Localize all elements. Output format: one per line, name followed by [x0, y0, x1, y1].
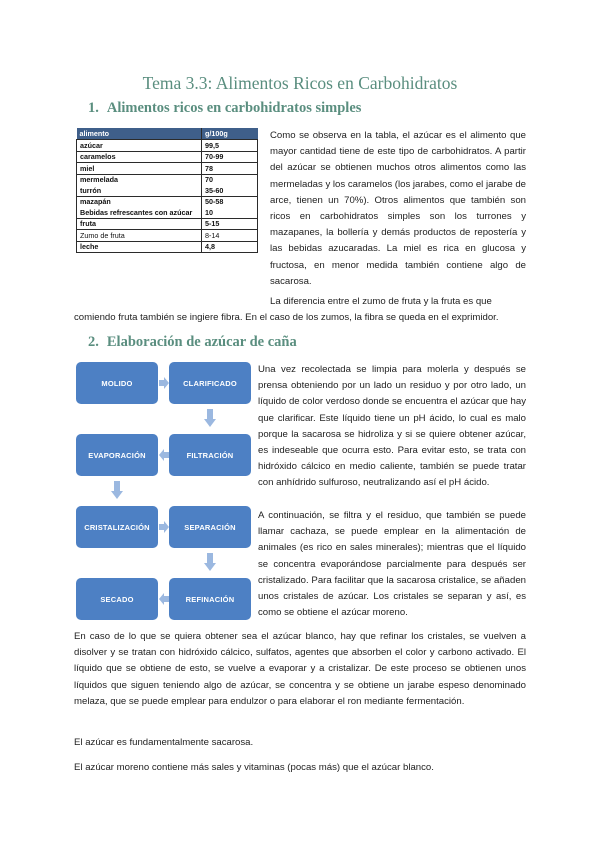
paragraph-fruit-juice-start: La diferencia entre el zumo de fruta y la fruta es que	[270, 296, 492, 307]
section-heading-text: Elaboración de azúcar de caña	[106, 334, 297, 350]
paragraph-sucrose: El azúcar es fundamentalmente sacarosa.	[74, 737, 254, 748]
table-header-cell: g/100g	[202, 128, 258, 140]
step-separacion: SEPARACIÓN	[169, 506, 251, 548]
step-cristalizacion: CRISTALIZACIÓN	[76, 506, 158, 548]
paragraph-table-explanation: Como se observa en la tabla, el azúcar es el alimento que mayor cantidad tiene de este tipo de carbohidratos. A partir del azúcar se obtienen muchos otros alimentos como las mermeladas y los caramelos (los jarabes, como el jarabe de arce, tienen un 70%). Otros alimentos que también son ricos en carbohidratos simples son los turrones y mazapanes, la bollería y demás productos de repostería y las bebidas azucaradas. La miel es rica en glucosa y fructosa, en menor medida también contiene algo de sacarosa.	[270, 130, 526, 287]
table-row	[77, 185, 258, 196]
table-cell: fruta	[77, 218, 202, 230]
table-row	[77, 151, 258, 163]
paragraph-cleaning-process: Una vez recolectada se limpia para molerla y después se prensa obteniendo por un lado un residuo y por otro lado, un líquido de color verdoso donde se encuentra el azúcar que hay que clarificar. Este líquido tiene un pH ácido, lo cual es malo porque la sacarosa se hidroliza y si se quiere obtener azúcar, es indeseable que ocurra esto. Para evitar esto, se trata con hidróxido cálcico en medio caliente, también se puede tratar con anhídrido sulfuroso, neutralizando así el pH ácido.	[258, 364, 526, 489]
carbohydrate-table	[76, 128, 258, 253]
arrow-down-icon	[111, 481, 123, 499]
table-cell: 8-14	[202, 230, 258, 242]
table-header-cell: alimento	[77, 128, 202, 140]
paragraph-filtering-process: A continuación, se filtra y el residuo, que también se puede llamar cachaza, se puede emplear en la alimentación de animales (es rico en sales minerales); mientras que el líquido se concentra evaporándose parcialmente para después ser cristalizado. Para facilitar que la sacarosa cristalice, se añaden unos cristales de azúcar. Los cristales se separan y así, es como se obtiene el azúcar moreno.	[258, 510, 526, 619]
table-cell: 70	[202, 174, 258, 185]
step-evaporacion: EVAPORACIÓN	[76, 434, 158, 476]
table-cell: 50-58	[202, 196, 258, 207]
step-filtracion: FILTRACIÓN	[169, 434, 251, 476]
table-cell: miel	[77, 163, 202, 175]
step-molido: MOLIDO	[76, 362, 158, 404]
arrow-right-icon	[159, 521, 169, 533]
table-cell: mazapán	[77, 196, 202, 207]
table-cell: 5-15	[202, 218, 258, 230]
paragraph-fruit-juice-end: comiendo fruta también se ingiere fibra. En el caso de los zumos, la fibra se queda en el exprimidor.	[74, 312, 499, 323]
table-row	[77, 241, 258, 253]
paragraph-refining: En caso de lo que se quiera obtener sea el azúcar blanco, hay que refinar los cristales, se vuelven a disolver y se tratan con hidróxido cálcico, sulfatos, agentes que absorben el color y carbono activado. El líquido que se obtiene de esto, se vuelve a evaporar y a cristalizar. De este proceso se obtienen unos líquidos que siguen teniendo algo de azúcar, se concentra y se obtiene un jarabe espeso denominado melaza, que se puede emplear para endulzor o para elaborar el ron mediante fermentación.	[74, 631, 526, 707]
table-cell: Bebidas refrescantes con azúcar	[77, 207, 202, 218]
arrow-down-icon	[204, 409, 216, 427]
section-heading-text: Alimentos ricos en carbohidratos simples	[106, 100, 362, 116]
table-cell: 35-60	[202, 185, 258, 196]
table-cell: 78	[202, 163, 258, 175]
table-cell: 70-99	[202, 151, 258, 163]
arrow-down-icon	[204, 553, 216, 571]
arrow-left-icon	[159, 593, 169, 605]
paragraph-brown-sugar: El azúcar moreno contiene más sales y vitaminas (pocas más) que el azúcar blanco.	[74, 762, 434, 773]
step-secado: SECADO	[76, 578, 158, 620]
arrow-left-icon	[159, 449, 169, 461]
table-cell: Zumo de fruta	[77, 230, 202, 242]
arrow-right-icon	[159, 377, 169, 389]
table-cell: azúcar	[77, 140, 202, 152]
table-row	[77, 163, 258, 175]
table-row	[77, 174, 258, 185]
section-heading-2	[88, 334, 297, 351]
table-cell: 4,8	[202, 241, 258, 253]
page-title: Tema 3.3: Alimentos Ricos en Carbohidratos	[142, 73, 458, 93]
section-number: 1.	[88, 100, 99, 116]
section-heading-1	[88, 100, 361, 117]
table-cell: 10	[202, 207, 258, 218]
step-refinacion: REFINACIÓN	[169, 578, 251, 620]
table-cell: mermelada	[77, 174, 202, 185]
table-cell: turrón	[77, 185, 202, 196]
table-row	[77, 218, 258, 230]
table-cell: leche	[77, 241, 202, 253]
table-cell: 99,5	[202, 140, 258, 152]
table-row	[77, 230, 258, 242]
table-row	[77, 207, 258, 218]
table-row	[77, 196, 258, 207]
table-row	[77, 140, 258, 152]
table-header-row	[77, 128, 258, 140]
section-number: 2.	[88, 334, 99, 350]
step-clarificado: CLARIFICADO	[169, 362, 251, 404]
table-cell: caramelos	[77, 151, 202, 163]
